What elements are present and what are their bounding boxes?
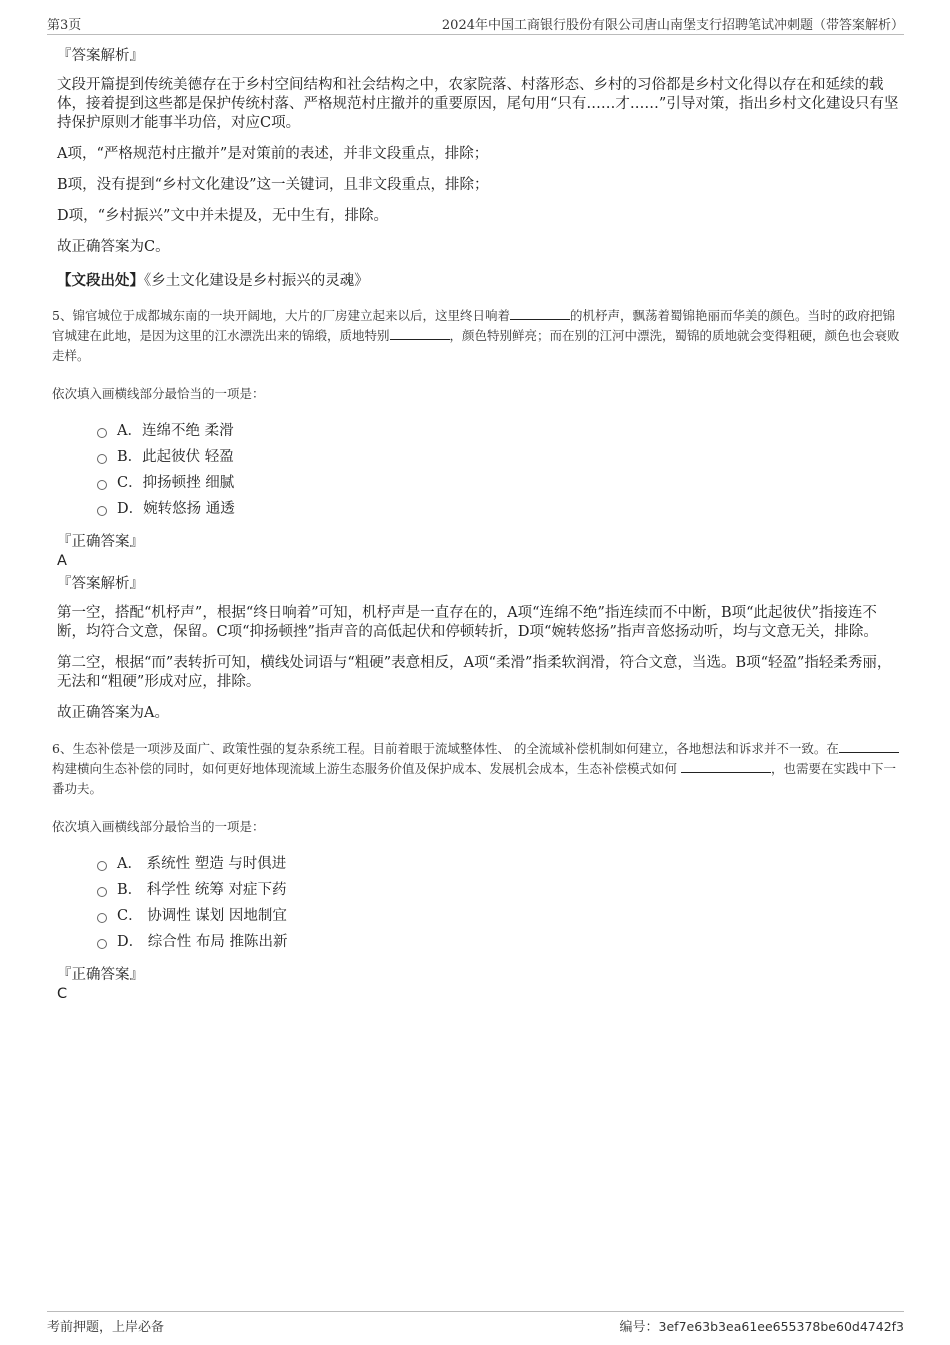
option-d[interactable]: D． 综合性 布局 推陈出新: [97, 929, 904, 955]
question-5-stem: 5、锦官城位于成都城东南的一块开阔地，大片的厂房建立起来以后，这里终日响着 的机杼声，飘荡着蜀锦艳丽而华美的颜色。当时的政府把锦官城建在此地，是因为这里的江水漂洗出来的锦缎，质地特别 ，颜色特别鲜亮；而在别的江河中漂洗，蜀锦的质地就会变得粗硬，颜色也会衰败走样。: [52, 308, 900, 363]
fill-blank: [681, 759, 771, 773]
question-6-stem: 6、生态补偿是一项涉及面广、政策性强的复杂系统工程。目前着眼于流域整体性、 的全流域补偿机制如何建立，各地想法和诉求并不一致。在构建横向生态补偿的同时，如何更好地体现流域上游生态服务价值及保护成本、发展机会成本，生态补偿模式如何 ，也需要在实践中下一番功夫。: [52, 739, 904, 799]
analysis-paragraph: D项，“乡村振兴”文中并未提及，无中生有，排除。: [57, 208, 388, 224]
option-c[interactable]: C．抑扬顿挫 细腻: [97, 470, 904, 496]
page-content: [52, 46, 904, 1007]
radio-icon[interactable]: [97, 480, 107, 490]
question-5-instruction: 依次填入画横线部分最恰当的一项是：: [52, 386, 265, 401]
radio-icon[interactable]: [97, 428, 107, 438]
analysis-paragraph: 文段开篇提到传统美德存在于乡村空间结构和社会结构之中，农家院落、村落形态、乡村的习俗都是乡村文化得以存在和延续的载体，接着提到这些都是保护传统村落、严格规范村庄撤并的重要原因，尾句用“只有……才……”引导对策，指出乡村文化建设只有坚持保护原则才能事半功倍，对应C项。: [57, 77, 899, 131]
radio-icon[interactable]: [97, 506, 107, 516]
option-a[interactable]: A．连绵不绝 柔滑: [97, 418, 904, 444]
source-label: 【文段出处】: [57, 272, 144, 289]
document-title: 2024年中国工商银行股份有限公司唐山南堡支行招聘笔试冲刺题（带答案解析）: [441, 18, 904, 33]
option-c[interactable]: C． 协调性 谋划 因地制宜: [97, 903, 904, 929]
question-5-options: [97, 418, 904, 522]
page-number: 第3页: [47, 18, 82, 33]
fill-blank: [839, 739, 899, 753]
analysis-label: 『答案解析』: [57, 576, 144, 592]
analysis-conclusion: 故正确答案为C。: [57, 239, 170, 255]
analysis-paragraph: B项，没有提到“乡村文化建设”这一关键词，且非文段重点，排除；: [57, 177, 489, 193]
correct-answer: A: [57, 553, 67, 569]
question-6-instruction: 依次填入画横线部分最恰当的一项是：: [52, 819, 265, 834]
page-header: [47, 12, 904, 35]
correct-answer-label: 『正确答案』: [57, 534, 144, 550]
option-b[interactable]: B． 科学性 统筹 对症下药: [97, 877, 904, 903]
correct-answer-label: 『正确答案』: [57, 967, 144, 983]
fill-blank: [390, 326, 450, 340]
source-title: 《乡土文化建设是乡村振兴的灵魂》: [144, 273, 369, 289]
analysis-paragraph: 第二空，根据“而”表转折可知，横线处词语与“粗硬”表意相反，A项“柔滑”指柔软润滑，符合文意，当选。B项“轻盈”指轻柔秀丽，无法和“粗硬”形成对应，排除。: [57, 655, 892, 690]
fill-blank: [510, 306, 570, 320]
option-d[interactable]: D．婉转悠扬 通透: [97, 496, 904, 522]
analysis-paragraph: 第一空，搭配“机杼声”，根据“终日响着”可知，机杼声是一直存在的，A项“连绵不绝”指连续而不中断，B项“此起彼伏”指接连不断，均符合文意，保留。C项“抑扬顿挫”指声音的高低起伏和停顿转折，D项“婉转悠扬”指声音悠扬动听，均与文意无关，排除。: [57, 605, 878, 640]
option-a[interactable]: A． 系统性 塑造 与时俱进: [97, 851, 904, 877]
radio-icon[interactable]: [97, 887, 107, 897]
document-code: 编号：3ef7e63b3ea61ee655378be60d4742f3: [619, 1319, 904, 1335]
radio-icon[interactable]: [97, 913, 107, 923]
page-footer: [47, 1311, 904, 1334]
radio-icon[interactable]: [97, 454, 107, 464]
radio-icon[interactable]: [97, 861, 107, 871]
correct-answer: C: [57, 986, 68, 1002]
question-6-options: [97, 851, 904, 955]
analysis-paragraph: A项，“严格规范村庄撤并”是对策前的表述，并非文段重点，排除；: [57, 146, 489, 162]
option-b[interactable]: B．此起彼伏 轻盈: [97, 444, 904, 470]
analysis-label: 『答案解析』: [57, 48, 144, 64]
passage-source: [57, 269, 904, 290]
radio-icon[interactable]: [97, 939, 107, 949]
footer-slogan: 考前押题，上岸必备: [47, 1320, 165, 1335]
analysis-conclusion: 故正确答案为A。: [57, 705, 169, 721]
